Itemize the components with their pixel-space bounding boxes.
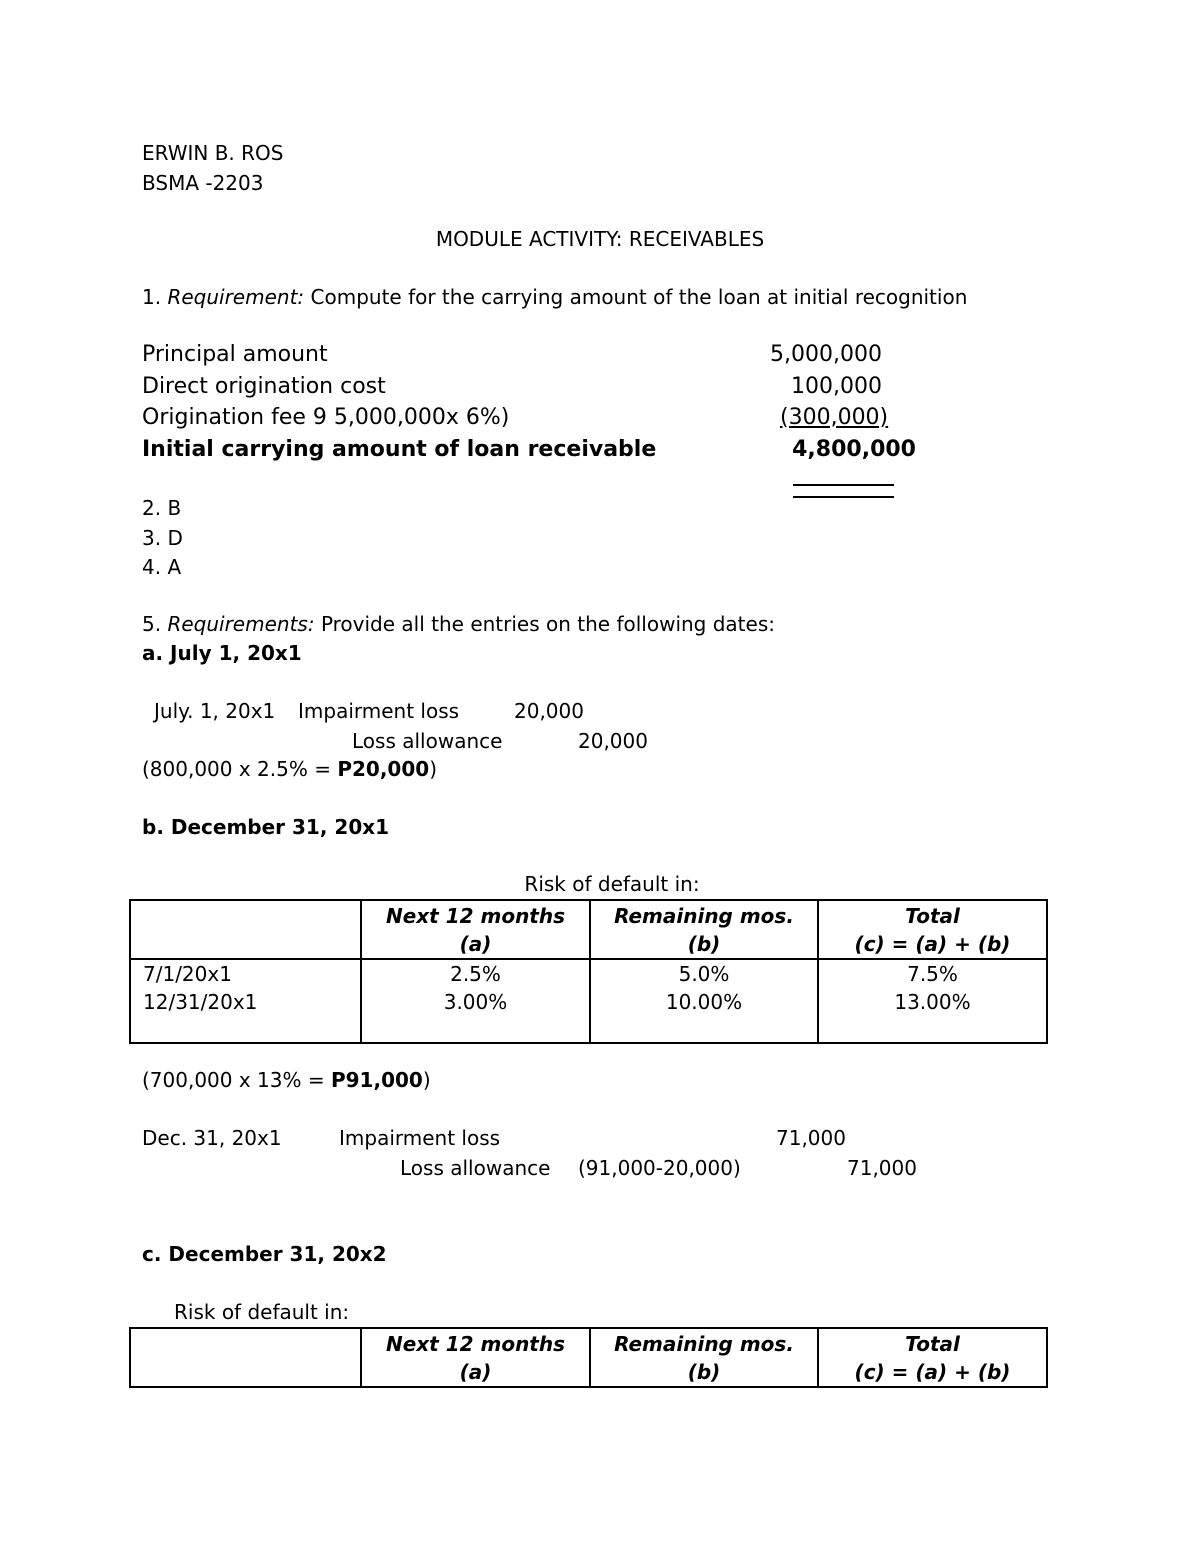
table-header-blank: [130, 900, 361, 959]
q5a-calculation: (800,000 x 2.5% = P20,000): [142, 757, 437, 781]
table-header-remaining: Remaining mos. (b): [590, 900, 818, 959]
q5b-debit-account: Impairment loss: [339, 1126, 501, 1150]
table-header-total: Total (c) = (a) + (b): [818, 1328, 1047, 1387]
table-cell-dates: 7/1/20x1 12/31/20x1: [130, 959, 361, 1043]
q5c-heading: c. December 31, 20x2: [142, 1242, 387, 1266]
q5b-credit-amount: 71,000: [847, 1156, 917, 1180]
table-header-blank: [130, 1328, 361, 1387]
q1-row-label: Origination fee 9 5,000,000x 6%): [142, 405, 510, 430]
table-header-remaining: Remaining mos. (b): [590, 1328, 818, 1387]
q1-req-text: Compute for the carrying amount of the loan at initial recognition: [310, 285, 968, 309]
student-name: ERWIN B. ROS: [142, 141, 284, 165]
q1-row-value: (300,000): [780, 405, 889, 430]
table-header-total: Total (c) = (a) + (b): [818, 900, 1047, 959]
risk-table-20x1: [129, 899, 1048, 1044]
q5c-table-caption: Risk of default in:: [174, 1300, 350, 1324]
q5a-entry-date: July. 1, 20x1: [154, 699, 276, 723]
q1-number: 1: [142, 285, 155, 309]
q5b-entry-date: Dec. 31, 20x1: [142, 1126, 282, 1150]
table-cell-next12: 2.5% 3.00%: [361, 959, 590, 1043]
q1-row-value: 5,000,000: [770, 342, 882, 367]
q5b-credit-account: Loss allowance: [400, 1156, 551, 1180]
q5a-credit-account: Loss allowance: [352, 729, 503, 753]
answer-3: 3. D: [142, 526, 183, 550]
page-title: MODULE ACTIVITY: RECEIVABLES: [435, 227, 765, 251]
q5a-credit-amount: 20,000: [578, 729, 648, 753]
student-section: BSMA -2203: [142, 171, 264, 195]
answer-4: 4. A: [142, 555, 182, 579]
q5b-heading: b. December 31, 20x1: [142, 815, 390, 839]
q5-requirement: [142, 612, 775, 636]
q5-number: 5.: [142, 612, 162, 636]
q1-total-value: 4,800,000: [792, 437, 916, 462]
q5a-debit-amount: 20,000: [514, 699, 584, 723]
q5-req-text: Provide all the entries on the following dates:: [320, 612, 775, 636]
q1-row-label: Direct origination cost: [142, 374, 386, 399]
q1-requirement: 1. Requirement: Compute for the carrying amount of the loan at initial recognition: [142, 285, 968, 309]
q1-row-label: Principal amount: [142, 342, 328, 367]
answer-2: 2. B: [142, 496, 182, 520]
q1-row-value: 100,000: [791, 374, 882, 399]
q5b-credit-note: (91,000-20,000): [578, 1156, 741, 1180]
q5b-table-caption: Risk of default in:: [524, 872, 700, 896]
table-cell-remaining: 5.0% 10.00%: [590, 959, 818, 1043]
q1-total-label: Initial carrying amount of loan receivable: [142, 437, 657, 462]
q1-req-label: Requirement:: [167, 285, 305, 309]
table-header-next12: Next 12 months (a): [361, 900, 590, 959]
table-header-next12: Next 12 months (a): [361, 1328, 590, 1387]
table-cell-total: 7.5% 13.00%: [818, 959, 1047, 1043]
double-underline-bottom: [793, 496, 894, 498]
q5-req-label: Requirements:: [167, 612, 315, 636]
q5a-debit-account: Impairment loss: [298, 699, 460, 723]
q5a-heading: a. July 1, 20x1: [142, 641, 302, 665]
double-underline-top: [793, 484, 894, 486]
q5b-debit-amount: 71,000: [776, 1126, 846, 1150]
risk-table-20x2: [129, 1327, 1048, 1388]
q5b-calculation: (700,000 x 13% = P91,000): [142, 1068, 431, 1092]
